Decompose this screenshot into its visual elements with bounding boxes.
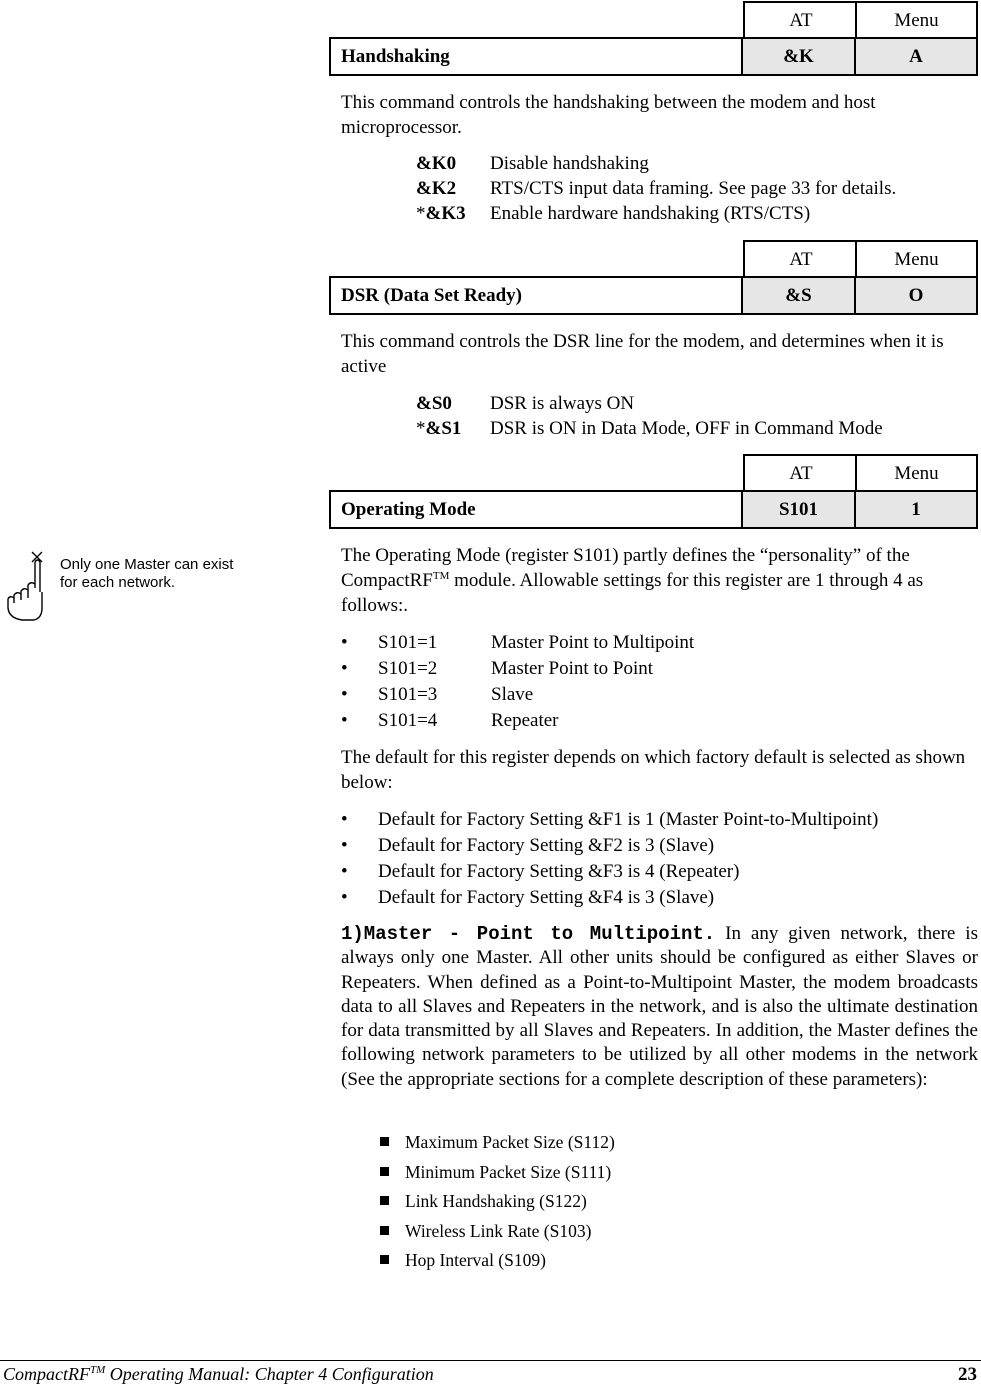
menu-column-header: Menu (855, 1, 978, 37)
handshaking-description: This command controls the handshaking between the modem and host microprocessor. (341, 92, 876, 138)
command-row (329, 276, 978, 315)
operating-mode-description: The Operating Mode (register S101) partly defines the “personality” of the CompactRF™ module. Allowable settings for this register are 1 through 4 as follows:. (341, 545, 924, 616)
setting-text: Repeater (491, 710, 559, 731)
option-text: DSR is always ON (490, 393, 635, 414)
master-heading: 1)Master - Point to Multipoint. (341, 923, 716, 945)
at-command-value: &K (741, 39, 854, 74)
network-parameter-item: Link Handshaking (S122) (380, 1190, 587, 1212)
menu-value: 1 (854, 492, 976, 527)
default-item: • Default for Factory Setting &F3 is 4 (Repeater) (341, 861, 740, 882)
command-name: Operating Mode (341, 499, 476, 520)
master-point-to-multipoint-paragraph: 1)Master - Point to Multipoint. In any given network, there is always only one Master. All other units should be configured as either Slaves or Repeaters. When defined as a Point-to-Multipoint Master, the modem broadcasts data to all Slaves and Repeaters in the network, and is also the ultimate destination for data transmitted by all Slaves and Repeaters. In addition, the Master defines the following network parameters to be utilized by all other modems in the network (See the appropriate sections for a complete description of these parameters): (341, 923, 978, 1090)
setting-key: S101=3 (378, 684, 438, 705)
handshaking-command-table (329, 1, 978, 91)
option-code: &S0 (416, 393, 452, 414)
setting-item: • S101=1 Master Point to Multipoint (341, 630, 694, 656)
default-item: • Default for Factory Setting &F1 is 1 (Master Point-to-Multipoint) (341, 809, 879, 830)
side-note-line: Only one Master can exist (60, 556, 234, 573)
command-name: DSR (Data Set Ready) (341, 285, 523, 306)
network-parameter-item: Wireless Link Rate (S103) (380, 1220, 591, 1242)
at-command-value: &S (741, 278, 854, 313)
option-code: &K0 (416, 153, 457, 174)
setting-item: • S101=3 Slave (341, 682, 533, 708)
side-note (60, 556, 233, 592)
menu-column-header: Menu (855, 454, 978, 490)
command-row (329, 37, 978, 76)
menu-value: O (854, 278, 976, 313)
footer-title: CompactRF™ Operating Manual: Chapter 4 Configuration (3, 1364, 434, 1384)
page-number: 23 (958, 1364, 977, 1385)
at-column-header: AT (743, 1, 857, 37)
command-name: Handshaking (341, 46, 450, 67)
network-parameter-item: Maximum Packet Size (S112) (380, 1131, 615, 1153)
option-text: Disable handshaking (490, 153, 649, 174)
option-code: &S1 (425, 418, 462, 439)
option-text: RTS/CTS input data framing. See page 33 for details. (490, 178, 897, 199)
command-row (329, 490, 978, 529)
default-item: • Default for Factory Setting &F4 is 3 (Slave) (341, 887, 715, 908)
option-row (416, 391, 634, 416)
setting-key: S101=1 (378, 632, 438, 653)
setting-key: S101=2 (378, 658, 438, 679)
at-column-header: AT (743, 240, 857, 276)
operating-mode-command-table (329, 454, 978, 544)
option-text: DSR is ON in Data Mode, OFF in Command Mode (490, 418, 883, 439)
network-parameter-item: Minimum Packet Size (S111) (380, 1161, 611, 1183)
side-note-line: for each network. (60, 574, 176, 591)
footer-divider (0, 1360, 981, 1361)
setting-item: • S101=4 Repeater (341, 708, 559, 734)
setting-text: Master Point to Multipoint (491, 632, 695, 653)
option-row (416, 151, 649, 176)
default-item: • Default for Factory Setting &F2 is 3 (Slave) (341, 835, 715, 856)
at-column-header: AT (743, 454, 857, 490)
dsr-description: This command controls the DSR line for the modem, and determines when it is active (341, 331, 944, 377)
setting-key: S101=4 (378, 710, 438, 731)
option-row (416, 176, 896, 201)
menu-column-header: Menu (855, 240, 978, 276)
dsr-command-table (329, 240, 978, 330)
menu-value: A (854, 39, 976, 74)
pointing-hand-icon (2, 548, 52, 622)
option-text: Enable hardware handshaking (RTS/CTS) (490, 203, 811, 224)
network-parameter-item: Hop Interval (S109) (380, 1249, 546, 1271)
option-row: *&S1 DSR is ON in Data Mode, OFF in Command Mode (416, 418, 883, 439)
at-command-value: S101 (741, 492, 854, 527)
option-code: &K3 (425, 203, 466, 224)
option-code: &K2 (416, 178, 457, 199)
setting-item: • S101=2 Master Point to Point (341, 656, 653, 682)
option-row: *&K3 Enable hardware handshaking (RTS/CTS) (416, 203, 811, 224)
setting-text: Master Point to Point (491, 658, 654, 679)
setting-text: Slave (491, 684, 534, 705)
default-description: The default for this register depends on which factory default is selected as shown below: (341, 747, 966, 793)
